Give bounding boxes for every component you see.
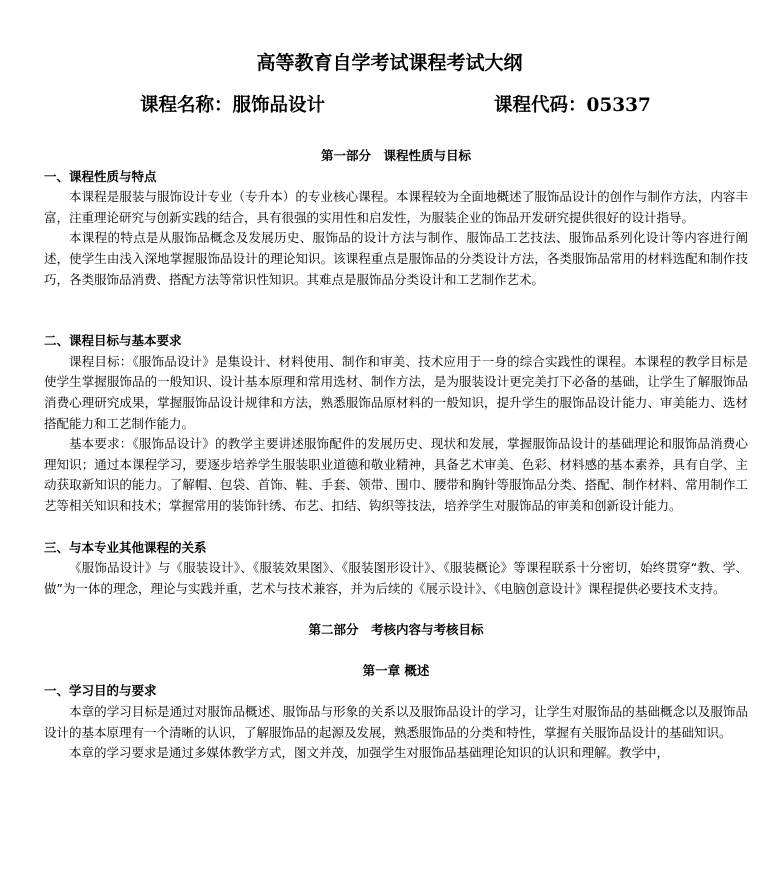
paragraph: 课程目标：《服饰品设计》是集设计、材料使用、制作和审美、技术应用于一身的综合实践性的课程。本课程的教学目标是使学生掌握服饰品的一般知识、设计基本原理和常用选材、制作方法，是为服装设计更完美打下必备的基础，让学生了解服饰品消费心理研究成果，掌握服饰品设计规律和方法，熟悉服饰品原材料的一般知识，提升学生的服饰品设计能力、审美能力、选材搭配能力和工艺制作能力。	[44, 353, 748, 431]
document-body	[44, 146, 748, 764]
section-title-relations: 三、与本专业其他课程的关系	[44, 539, 207, 555]
paragraph: 本章的学习要求是通过多媒体教学方式，图文并茂，加强学生对服饰品基础理论知识的认识和理解。教学中，	[69, 745, 670, 761]
section-title-nature: 一、课程性质与特点	[44, 168, 157, 184]
paragraph: 基本要求：《服饰品设计》的教学主要讲述服饰配件的发展历史、现状和发展，掌握服饰品设计的基础理论和服饰品消费心理知识；通过本课程学习，要逐步培养学生服装职业道德和敬业精神，具备艺术审美、色彩、材料感的基本素养，具有自学、主动获取新知识的能力。了解帽、包袋、首饰、鞋、手套、领带、围巾、腰带和胸针等服饰品分类、搭配、制作材料、常用制作工艺等相关知识和技术；掌握常用的装饰针绣、布艺、扣结、钩织等技法，培养学生对服饰品的审美和创新设计能力。	[44, 436, 748, 513]
chapter-one-title: 第一章 概述	[362, 662, 430, 678]
spacer	[44, 641, 748, 661]
part-two-title: 第二部分 考核内容与考核目标	[308, 622, 484, 638]
course-name: 课程名称：服饰品设计	[140, 95, 326, 116]
paragraph: 本课程的特点是从服饰品概念及发展历史、服饰品的设计方法与制作、服饰品工艺技法、服饰品系列化设计等内容进行阐述，使学生由浅入深地掌握服饰品设计的理论知识。该课程重点是服饰品的分类设计方法，各类服饰品常用的材料选配和制作技巧，各类服饰品消费、搭配方法等常识性知识。其难点是服饰品分类设计和工艺制作艺术。	[44, 230, 748, 287]
section-title-study-goals: 一、学习目的与要求	[44, 683, 157, 699]
document-title: 高等教育自学考试课程考试大纲	[256, 52, 523, 74]
course-code: 课程代码：05337	[494, 95, 651, 116]
section-title-goals: 二、课程目标与基本要求	[44, 333, 182, 349]
paragraph: 《服饰品设计》与《服装设计》、《服装效果图》、《服装图形设计》、《服装概论》等课程联系十分密切，始终贯穿“教、学、做”为一体的理念，理论与实践并重，艺术与技术兼容，并为后续的《展示设计》、《电脑创意设计》课程提供必要技术支持。	[44, 560, 748, 596]
part-one-title: 第一部分 课程性质与目标	[320, 148, 471, 163]
spacer	[44, 517, 748, 538]
spacer	[44, 290, 748, 331]
course-info-line	[0, 92, 779, 120]
spacer	[44, 599, 748, 620]
paragraph: 本章的学习目标是通过对服饰品概述、服饰品与形象的关系以及服饰品设计的学习，让学生对服饰品的基础概念以及服饰品设计的基本原理有一个清晰的认识，了解服饰品的起源及发展，熟悉服饰品的分类和特性，掌握有关服饰品设计的基础知识。	[44, 704, 748, 740]
paragraph: 本课程是服装与服饰设计专业（专升本）的专业核心课程。本课程较为全面地概述了服饰品设计的创作与制作方法，内容丰富，注重理论研究与创新实践的结合，具有很强的实用性和启发性，为服装企业的饰品开发研究提供很好的设计指导。	[44, 189, 748, 225]
